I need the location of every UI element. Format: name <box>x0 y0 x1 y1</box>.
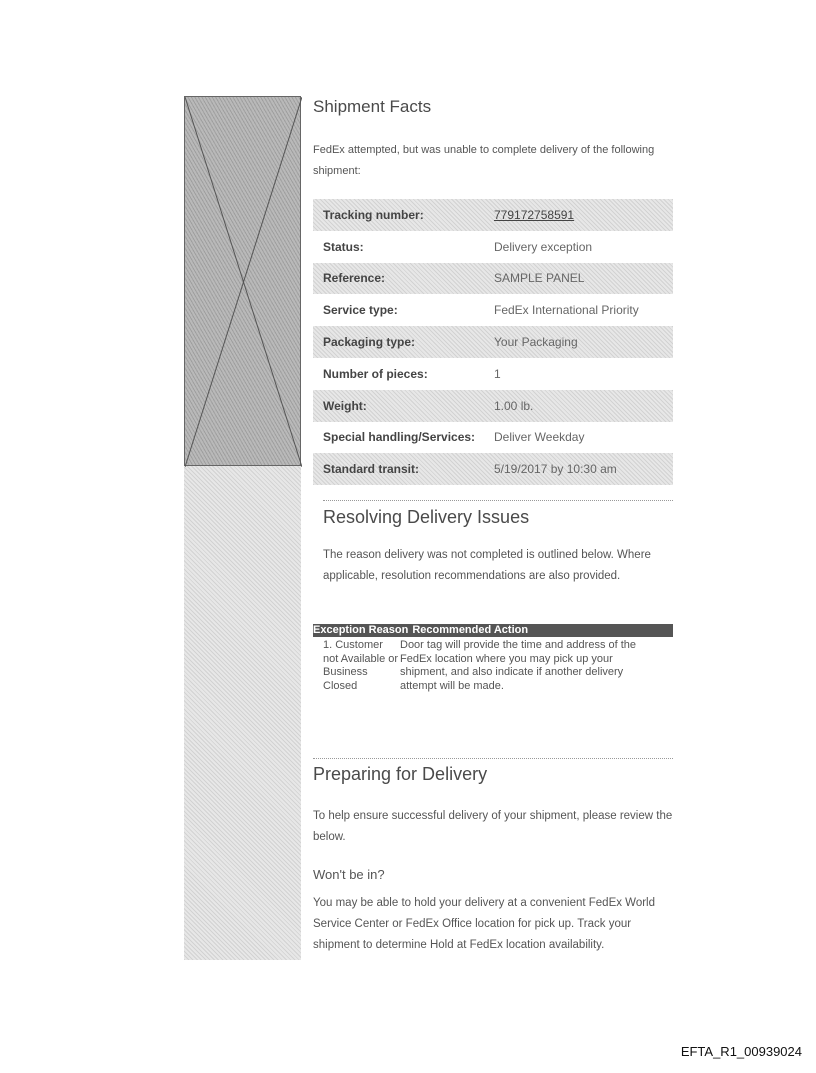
fact-row-status <box>313 231 673 263</box>
fact-row-tracking <box>313 199 673 231</box>
fact-label: Service type: <box>323 303 398 318</box>
fact-value: SAMPLE PANEL <box>494 271 585 286</box>
fact-label: Status: <box>323 239 364 254</box>
fact-row-reference <box>313 263 673 295</box>
section-divider <box>323 500 673 501</box>
fact-row-pieces <box>313 358 673 390</box>
fact-value: FedEx International Priority <box>494 303 639 318</box>
sidebar-panel <box>184 96 301 960</box>
fact-value: 5/19/2017 by 10:30 am <box>494 462 617 477</box>
fact-value: 1.00 lb. <box>494 398 534 413</box>
preparing-title: Preparing for Delivery <box>313 764 488 784</box>
section-divider <box>313 758 673 759</box>
broken-image-placeholder <box>184 96 301 466</box>
exception-table-header <box>313 624 673 637</box>
wont-be-in-heading: Won't be in? <box>313 867 385 882</box>
fact-label: Weight: <box>323 398 367 413</box>
fact-value: Deliver Weekday <box>494 430 585 445</box>
exception-reason: 1. Customer not Available or Business Closed <box>323 639 399 692</box>
fact-label: Special handling/Services: <box>323 430 476 445</box>
preparing-text: To help ensure successful delivery of your shipment, please review the below. <box>313 810 673 843</box>
exception-table <box>313 624 673 693</box>
fact-row-special-handling <box>313 422 673 454</box>
header-exception-reason: Exception Reason <box>313 624 409 636</box>
fact-value: Your Packaging <box>494 335 578 350</box>
document-id: EFTA_R1_00939024 <box>680 1044 802 1059</box>
fact-label: Standard transit: <box>323 462 420 477</box>
fact-row-service-type <box>313 294 673 326</box>
tracking-number-link[interactable]: 779172758591 <box>494 207 575 222</box>
fact-label: Packaging type: <box>323 335 416 350</box>
fact-value: 1 <box>494 366 501 381</box>
fact-value: Delivery exception <box>494 239 593 254</box>
image-placeholder-icon <box>185 97 302 467</box>
header-recommended-action: Recommended Action <box>412 624 529 636</box>
resolving-text: The reason delivery was not completed is outlined below. Where applicable, resolution recommendations are also provided. <box>323 549 651 582</box>
shipment-facts-intro: FedEx attempted, but was unable to complete delivery of the following shipment: <box>313 144 655 177</box>
fact-row-packaging-type <box>313 326 673 358</box>
recommended-action: Door tag will provide the time and address of the FedEx location where you may pick up your shipment, and also indicate if another delivery attempt will be made. <box>400 639 637 692</box>
fact-row-weight <box>313 390 673 422</box>
wont-be-in-text: You may be able to hold your delivery at a convenient FedEx World Service Center or FedEx Office location for pick up. Track your shipment to determine Hold at FedEx location availability. <box>313 897 656 951</box>
shipment-facts-table <box>313 199 673 485</box>
fact-label: Tracking number: <box>323 207 424 222</box>
fact-row-standard-transit <box>313 453 673 485</box>
fact-label: Reference: <box>323 271 386 286</box>
exception-row <box>313 639 673 693</box>
resolving-title: Resolving Delivery Issues <box>323 507 530 527</box>
shipment-facts-title: Shipment Facts <box>313 97 432 116</box>
fact-label: Number of pieces: <box>323 366 428 381</box>
